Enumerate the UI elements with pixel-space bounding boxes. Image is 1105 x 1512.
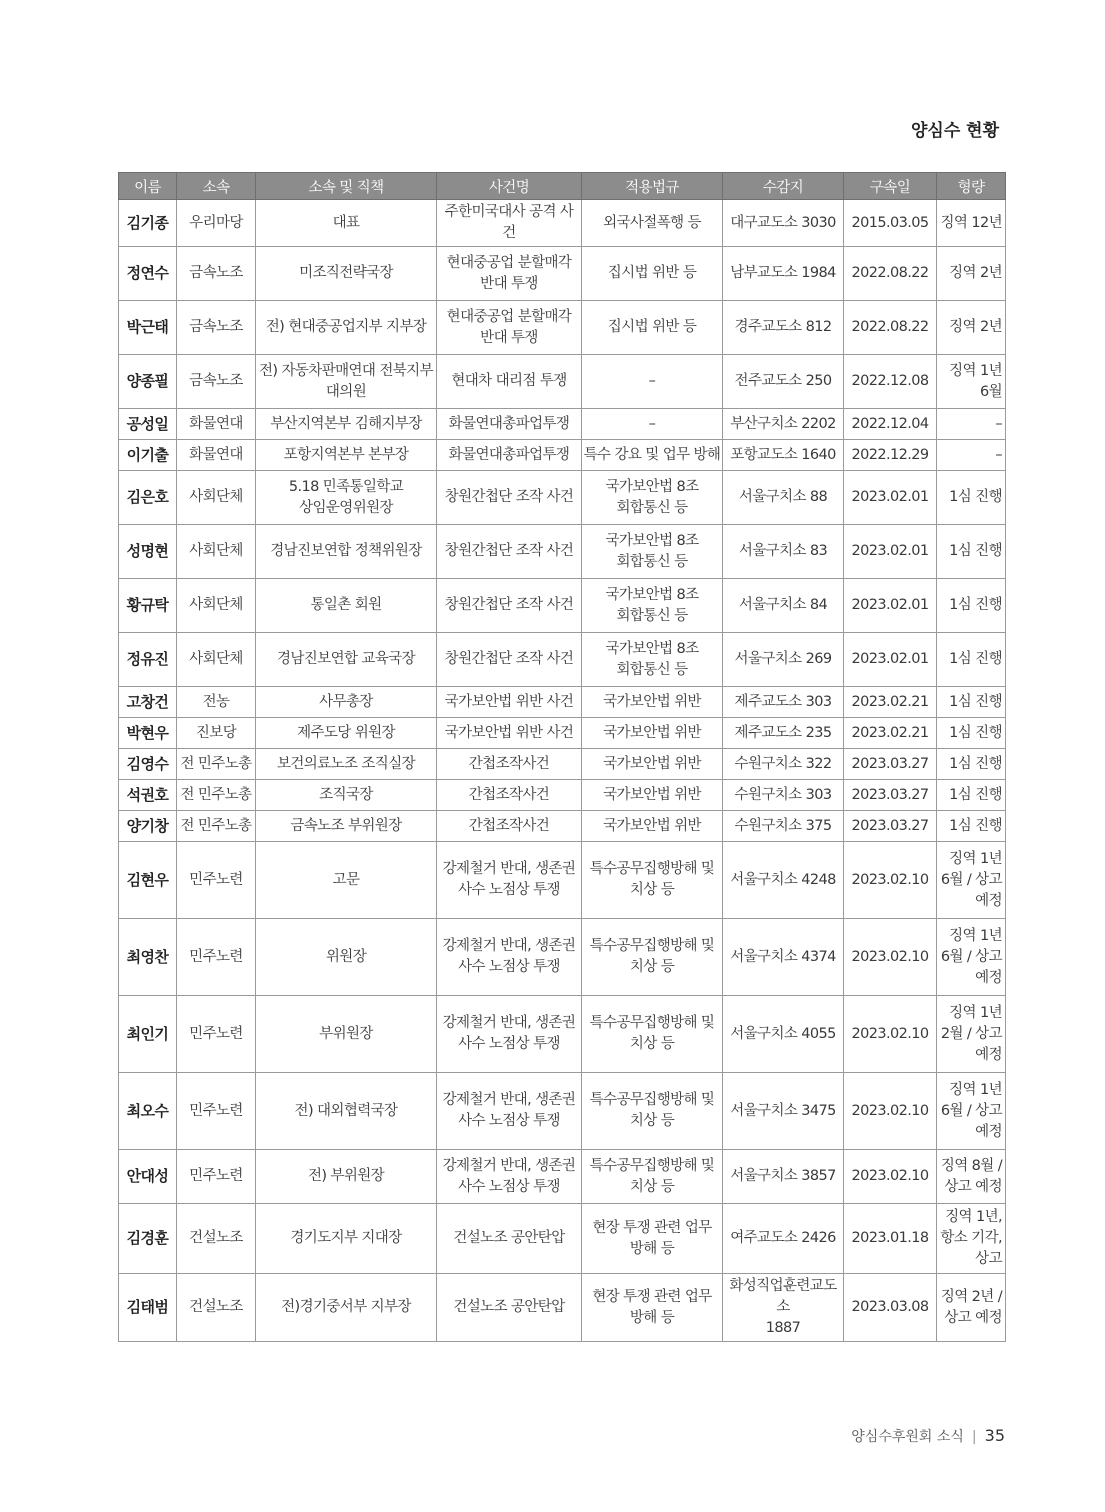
column-header: 적용법규 <box>582 173 723 200</box>
name-cell: 양종필 <box>119 355 177 409</box>
name-cell: 공성일 <box>119 409 177 440</box>
prison-cell: 남부교도소 1984 <box>723 247 844 301</box>
arrest-date-cell: 2023.02.01 <box>844 633 937 687</box>
charge-cell: 국가보안법 8조 회합통신 등 <box>582 525 723 579</box>
case-cell: 건설노조 공안탄압 <box>437 1204 582 1274</box>
case-cell: 창원간첩단 조작 사건 <box>437 579 582 633</box>
prison-cell: 수원구치소 303 <box>723 780 844 811</box>
name-cell: 최오수 <box>119 1073 177 1150</box>
sentence-cell: 1심 진행 <box>937 811 1006 842</box>
position-cell: 경남진보연합 교육국장 <box>256 633 437 687</box>
arrest-date-cell: 2023.02.10 <box>844 1150 937 1204</box>
arrest-date-cell: 2023.01.18 <box>844 1204 937 1274</box>
name-cell: 김현우 <box>119 842 177 919</box>
case-cell: 간첩조작사건 <box>437 749 582 780</box>
case-cell: 현대차 대리점 투쟁 <box>437 355 582 409</box>
table-row <box>119 687 1006 718</box>
arrest-date-cell: 2023.02.21 <box>844 687 937 718</box>
table-row <box>119 749 1006 780</box>
sentence-cell: 징역 1년 2월 / 상고 예정 <box>937 996 1006 1073</box>
case-cell: 주한미국대사 공격 사건 <box>437 200 582 247</box>
name-cell: 김경훈 <box>119 1204 177 1274</box>
table-header-row <box>119 173 1006 200</box>
arrest-date-cell: 2023.02.21 <box>844 718 937 749</box>
position-cell: 고문 <box>256 842 437 919</box>
case-cell: 강제철거 반대, 생존권 사수 노점상 투쟁 <box>437 842 582 919</box>
column-header: 이름 <box>119 173 177 200</box>
prisoner-table <box>118 172 1006 1342</box>
table-row <box>119 718 1006 749</box>
charge-cell: 특수 강요 및 업무 방해 <box>582 440 723 471</box>
charge-cell: 국가보안법 위반 <box>582 811 723 842</box>
table-row <box>119 811 1006 842</box>
name-cell: 정연수 <box>119 247 177 301</box>
affiliation-cell: 진보당 <box>177 718 256 749</box>
name-cell: 양기창 <box>119 811 177 842</box>
arrest-date-cell: 2023.02.01 <box>844 471 937 525</box>
prison-cell: 부산구치소 2202 <box>723 409 844 440</box>
sentence-cell: 징역 2년 <box>937 301 1006 355</box>
case-cell: 현대중공업 분할매각 반대 투쟁 <box>437 247 582 301</box>
sentence-cell: 징역 2년 / 상고 예정 <box>937 1274 1006 1342</box>
charge-cell: 국가보안법 8조 회합통신 등 <box>582 579 723 633</box>
charge-cell: 국가보안법 위반 <box>582 687 723 718</box>
position-cell: 미조직전략국장 <box>256 247 437 301</box>
sentence-cell: – <box>937 440 1006 471</box>
affiliation-cell: 전 민주노총 <box>177 811 256 842</box>
case-cell: 강제철거 반대, 생존권 사수 노점상 투쟁 <box>437 919 582 996</box>
affiliation-cell: 사회단체 <box>177 579 256 633</box>
table-row <box>119 633 1006 687</box>
table-row <box>119 996 1006 1073</box>
affiliation-cell: 전 민주노총 <box>177 749 256 780</box>
arrest-date-cell: 2022.12.04 <box>844 409 937 440</box>
arrest-date-cell: 2022.12.08 <box>844 355 937 409</box>
name-cell: 황규탁 <box>119 579 177 633</box>
arrest-date-cell: 2023.02.10 <box>844 996 937 1073</box>
prison-cell: 서울구치소 4374 <box>723 919 844 996</box>
arrest-date-cell: 2023.03.08 <box>844 1274 937 1342</box>
sentence-cell: 징역 1년 6월 / 상고 예정 <box>937 842 1006 919</box>
case-cell: 창원간첩단 조작 사건 <box>437 471 582 525</box>
charge-cell: 현장 투쟁 관련 업무 방해 등 <box>582 1274 723 1342</box>
case-cell: 창원간첩단 조작 사건 <box>437 633 582 687</box>
case-cell: 국가보안법 위반 사건 <box>437 718 582 749</box>
table-row <box>119 919 1006 996</box>
prison-cell: 포항교도소 1640 <box>723 440 844 471</box>
column-header: 사건명 <box>437 173 582 200</box>
arrest-date-cell: 2023.02.10 <box>844 919 937 996</box>
sentence-cell: 징역 1년 6월 / 상고 예정 <box>937 919 1006 996</box>
position-cell: 대표 <box>256 200 437 247</box>
affiliation-cell: 금속노조 <box>177 301 256 355</box>
arrest-date-cell: 2023.03.27 <box>844 780 937 811</box>
prison-cell: 전주교도소 250 <box>723 355 844 409</box>
position-cell: 부산지역본부 김해지부장 <box>256 409 437 440</box>
affiliation-cell: 민주노련 <box>177 919 256 996</box>
position-cell: 전) 대외협력국장 <box>256 1073 437 1150</box>
table-row <box>119 525 1006 579</box>
charge-cell: – <box>582 409 723 440</box>
charge-cell: 국가보안법 위반 <box>582 749 723 780</box>
prison-cell: 수원구치소 375 <box>723 811 844 842</box>
sentence-cell: 1심 진행 <box>937 718 1006 749</box>
case-cell: 국가보안법 위반 사건 <box>437 687 582 718</box>
position-cell: 전)경기중서부 지부장 <box>256 1274 437 1342</box>
charge-cell: 외국사절폭행 등 <box>582 200 723 247</box>
affiliation-cell: 민주노련 <box>177 996 256 1073</box>
arrest-date-cell: 2023.02.01 <box>844 579 937 633</box>
case-cell: 건설노조 공안탄압 <box>437 1274 582 1342</box>
name-cell: 최영찬 <box>119 919 177 996</box>
position-cell: 사무총장 <box>256 687 437 718</box>
prison-cell: 서울구치소 83 <box>723 525 844 579</box>
prison-cell: 서울구치소 4248 <box>723 842 844 919</box>
position-cell: 제주도당 위원장 <box>256 718 437 749</box>
affiliation-cell: 건설노조 <box>177 1274 256 1342</box>
table-row <box>119 247 1006 301</box>
prison-cell: 서울구치소 88 <box>723 471 844 525</box>
charge-cell: 국가보안법 8조 회합통신 등 <box>582 633 723 687</box>
prison-cell: 대구교도소 3030 <box>723 200 844 247</box>
affiliation-cell: 금속노조 <box>177 355 256 409</box>
prison-cell: 여주교도소 2426 <box>723 1204 844 1274</box>
table-row <box>119 440 1006 471</box>
sentence-cell: 1심 진행 <box>937 579 1006 633</box>
publication-name: 양심수후원회 소식 <box>851 1429 964 1445</box>
position-cell: 전) 부위원장 <box>256 1150 437 1204</box>
affiliation-cell: 화물연대 <box>177 440 256 471</box>
arrest-date-cell: 2022.08.22 <box>844 247 937 301</box>
affiliation-cell: 민주노련 <box>177 1150 256 1204</box>
prison-cell: 제주교도소 235 <box>723 718 844 749</box>
sentence-cell: 징역 12년 <box>937 200 1006 247</box>
column-header: 형량 <box>937 173 1006 200</box>
prison-cell: 서울구치소 3475 <box>723 1073 844 1150</box>
charge-cell: 국가보안법 8조 회합통신 등 <box>582 471 723 525</box>
prison-cell: 서울구치소 4055 <box>723 996 844 1073</box>
table-row <box>119 1150 1006 1204</box>
prison-cell: 제주교도소 303 <box>723 687 844 718</box>
position-cell: 금속노조 부위원장 <box>256 811 437 842</box>
charge-cell: 집시법 위반 등 <box>582 247 723 301</box>
table-row <box>119 579 1006 633</box>
sentence-cell: 1심 진행 <box>937 749 1006 780</box>
page-number: 35 <box>984 1426 1005 1445</box>
position-cell: 조직국장 <box>256 780 437 811</box>
position-cell: 위원장 <box>256 919 437 996</box>
name-cell: 성명현 <box>119 525 177 579</box>
arrest-date-cell: 2022.08.22 <box>844 301 937 355</box>
affiliation-cell: 우리마당 <box>177 200 256 247</box>
position-cell: 부위원장 <box>256 996 437 1073</box>
name-cell: 김영수 <box>119 749 177 780</box>
affiliation-cell: 전농 <box>177 687 256 718</box>
name-cell: 최인기 <box>119 996 177 1073</box>
sentence-cell: 1심 진행 <box>937 780 1006 811</box>
case-cell: 화물연대총파업투쟁 <box>437 440 582 471</box>
arrest-date-cell: 2023.02.01 <box>844 525 937 579</box>
position-cell: 5.18 민족통일학교 상임운영위원장 <box>256 471 437 525</box>
table-row <box>119 1274 1006 1342</box>
page-footer <box>851 1426 1005 1446</box>
table-row <box>119 780 1006 811</box>
table-row <box>119 355 1006 409</box>
charge-cell: 현장 투쟁 관련 업무 방해 등 <box>582 1204 723 1274</box>
prison-cell: 화성직업훈련교도소 1887 <box>723 1274 844 1342</box>
position-cell: 전) 현대중공업지부 지부장 <box>256 301 437 355</box>
sentence-cell: 1심 진행 <box>937 525 1006 579</box>
name-cell: 박현우 <box>119 718 177 749</box>
name-cell: 김은호 <box>119 471 177 525</box>
footer-separator: | <box>971 1429 977 1445</box>
name-cell: 정유진 <box>119 633 177 687</box>
affiliation-cell: 민주노련 <box>177 1073 256 1150</box>
arrest-date-cell: 2023.02.10 <box>844 842 937 919</box>
name-cell: 고창건 <box>119 687 177 718</box>
table-row <box>119 200 1006 247</box>
affiliation-cell: 건설노조 <box>177 1204 256 1274</box>
sentence-cell: 1심 진행 <box>937 471 1006 525</box>
sentence-cell: 징역 2년 <box>937 247 1006 301</box>
table-row <box>119 301 1006 355</box>
column-header: 소속 <box>177 173 256 200</box>
affiliation-cell: 사회단체 <box>177 471 256 525</box>
prison-cell: 서울구치소 3857 <box>723 1150 844 1204</box>
position-cell: 보건의료노조 조직실장 <box>256 749 437 780</box>
prison-cell: 경주교도소 812 <box>723 301 844 355</box>
sentence-cell: 징역 1년 6월 / 상고 예정 <box>937 1073 1006 1150</box>
position-cell: 통일촌 회원 <box>256 579 437 633</box>
sentence-cell: 징역 1년 6월 <box>937 355 1006 409</box>
charge-cell: 특수공무집행방해 및 치상 등 <box>582 996 723 1073</box>
case-cell: 화물연대총파업투쟁 <box>437 409 582 440</box>
name-cell: 석권호 <box>119 780 177 811</box>
sentence-cell: 징역 1년, 항소 기각, 상고 <box>937 1204 1006 1274</box>
name-cell: 이기출 <box>119 440 177 471</box>
affiliation-cell: 사회단체 <box>177 525 256 579</box>
charge-cell: 집시법 위반 등 <box>582 301 723 355</box>
arrest-date-cell: 2023.03.27 <box>844 749 937 780</box>
table-row <box>119 471 1006 525</box>
prison-cell: 수원구치소 322 <box>723 749 844 780</box>
case-cell: 간첩조작사건 <box>437 811 582 842</box>
sentence-cell: 징역 8월 / 상고 예정 <box>937 1150 1006 1204</box>
name-cell: 박근태 <box>119 301 177 355</box>
charge-cell: – <box>582 355 723 409</box>
name-cell: 김기종 <box>119 200 177 247</box>
position-cell: 전) 자동차판매연대 전북지부 대의원 <box>256 355 437 409</box>
page-title: 양심수 현황 <box>910 121 999 141</box>
sentence-cell: – <box>937 409 1006 440</box>
charge-cell: 국가보안법 위반 <box>582 718 723 749</box>
charge-cell: 국가보안법 위반 <box>582 780 723 811</box>
name-cell: 김태범 <box>119 1274 177 1342</box>
affiliation-cell: 민주노련 <box>177 842 256 919</box>
charge-cell: 특수공무집행방해 및 치상 등 <box>582 842 723 919</box>
case-cell: 간첩조작사건 <box>437 780 582 811</box>
position-cell: 포항지역본부 본부장 <box>256 440 437 471</box>
charge-cell: 특수공무집행방해 및 치상 등 <box>582 1150 723 1204</box>
arrest-date-cell: 2015.03.05 <box>844 200 937 247</box>
prison-cell: 서울구치소 269 <box>723 633 844 687</box>
arrest-date-cell: 2023.02.10 <box>844 1073 937 1150</box>
table-body <box>119 200 1006 1342</box>
case-cell: 현대중공업 분할매각 반대 투쟁 <box>437 301 582 355</box>
case-cell: 강제철거 반대, 생존권 사수 노점상 투쟁 <box>437 1073 582 1150</box>
prison-cell: 서울구치소 84 <box>723 579 844 633</box>
arrest-date-cell: 2023.03.27 <box>844 811 937 842</box>
table-row <box>119 1073 1006 1150</box>
column-header: 구속일 <box>844 173 937 200</box>
column-header: 수감지 <box>723 173 844 200</box>
sentence-cell: 1심 진행 <box>937 633 1006 687</box>
table-row <box>119 842 1006 919</box>
charge-cell: 특수공무집행방해 및 치상 등 <box>582 919 723 996</box>
table-row <box>119 1204 1006 1274</box>
affiliation-cell: 사회단체 <box>177 633 256 687</box>
position-cell: 경기도지부 지대장 <box>256 1204 437 1274</box>
affiliation-cell: 화물연대 <box>177 409 256 440</box>
case-cell: 강제철거 반대, 생존권 사수 노점상 투쟁 <box>437 1150 582 1204</box>
affiliation-cell: 전 민주노총 <box>177 780 256 811</box>
table-row <box>119 409 1006 440</box>
charge-cell: 특수공무집행방해 및 치상 등 <box>582 1073 723 1150</box>
sentence-cell: 1심 진행 <box>937 687 1006 718</box>
case-cell: 강제철거 반대, 생존권 사수 노점상 투쟁 <box>437 996 582 1073</box>
name-cell: 안대성 <box>119 1150 177 1204</box>
case-cell: 창원간첩단 조작 사건 <box>437 525 582 579</box>
column-header: 소속 및 직책 <box>256 173 437 200</box>
affiliation-cell: 금속노조 <box>177 247 256 301</box>
position-cell: 경남진보연합 정책위원장 <box>256 525 437 579</box>
arrest-date-cell: 2022.12.29 <box>844 440 937 471</box>
